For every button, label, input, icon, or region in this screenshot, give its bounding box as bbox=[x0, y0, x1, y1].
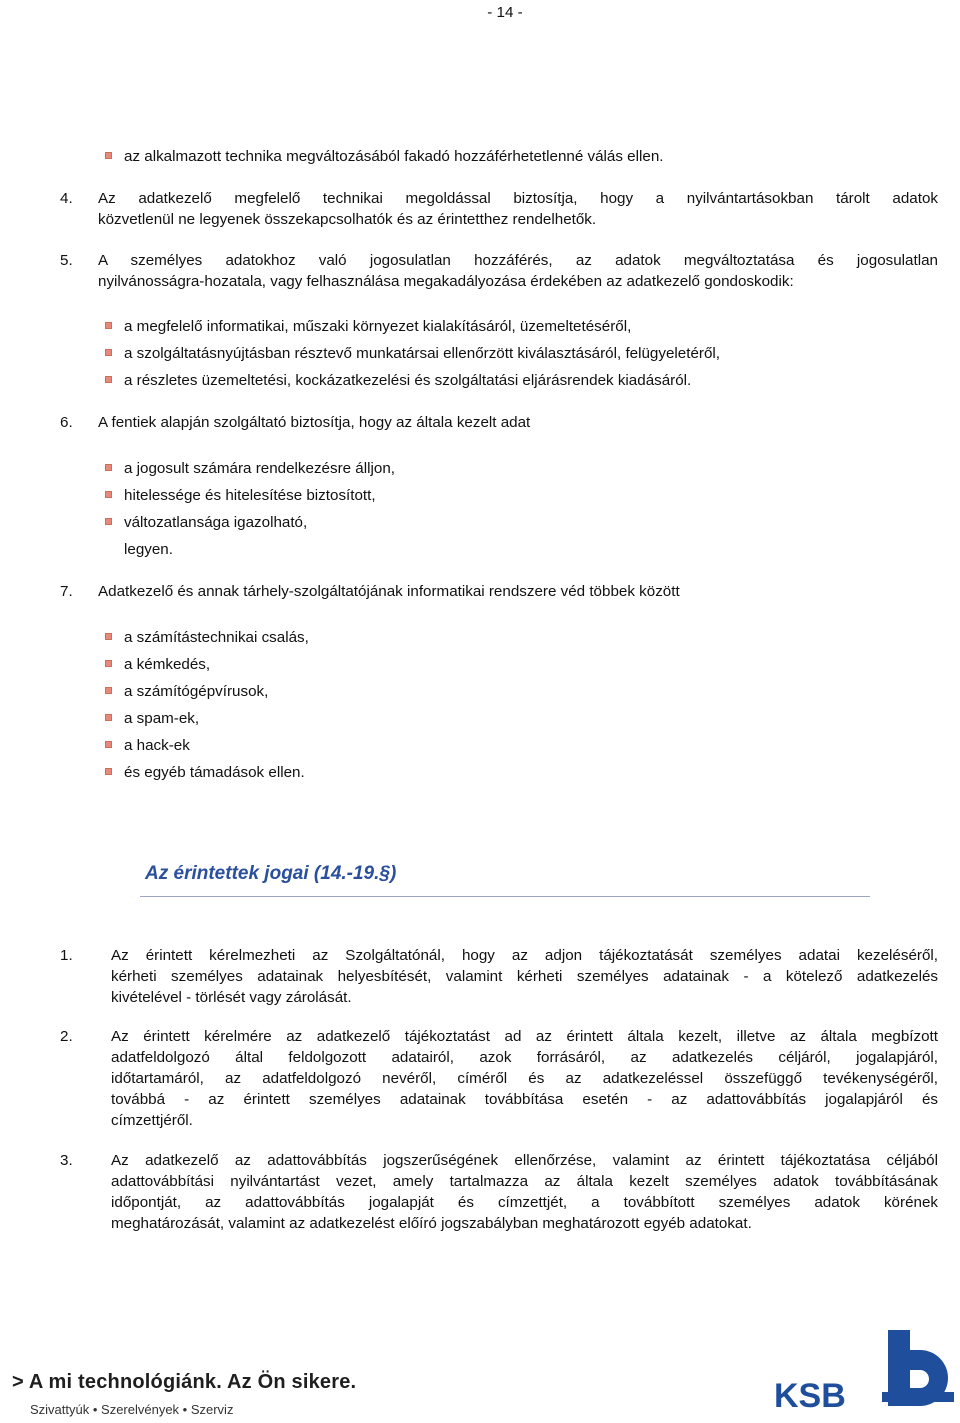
item-number-5: 5. bbox=[60, 252, 73, 269]
bullet-icon bbox=[105, 518, 112, 525]
paragraph-4 bbox=[98, 188, 938, 230]
page-number: - 14 - bbox=[487, 4, 523, 21]
paragraph-6: A fentiek alapján szolgáltató biztosítja, hogy az általa kezelt adat bbox=[98, 414, 531, 431]
section-heading: Az érintettek jogai (14.-19.§) bbox=[145, 863, 397, 884]
ksb-logo bbox=[770, 1330, 956, 1418]
list-item-text: a jogosult számára rendelkezésre álljon, bbox=[124, 460, 395, 477]
paragraph-line: Az adatkezelő megfelelő technikai megoldással biztosítja, hogy a nyilvántartásokban tárolt adatok bbox=[98, 190, 938, 207]
list-item-text: változatlansága igazolható, bbox=[124, 514, 308, 531]
list-item-text: hitelessége és hitelesítése biztosított, bbox=[124, 487, 376, 504]
logo-underline bbox=[882, 1392, 954, 1402]
paragraph-line: közvetlenül ne legyenek összekapcsolhatók és az érintetthez rendelhetők. bbox=[98, 211, 597, 228]
list-item-text: és egyéb támadások ellen. bbox=[124, 764, 305, 781]
bullet-icon bbox=[105, 660, 112, 667]
list-item-text: a számítógépvírusok, bbox=[124, 683, 269, 700]
item-number-7: 7. bbox=[60, 583, 73, 600]
list-item-text: a megfelelő informatikai, műszaki környezet kialakításáról, üzemeltetéséről, bbox=[124, 318, 632, 335]
paragraph-line: címzettjéről. bbox=[111, 1112, 193, 1129]
logo-text: KSB bbox=[774, 1377, 846, 1415]
rights-paragraph-2 bbox=[111, 1026, 938, 1131]
heading-divider bbox=[140, 896, 870, 897]
paragraph-line: időpontját, az adattovábbítás jogalapját és címzettjét, a továbbított személyes adatok körének bbox=[111, 1194, 938, 1211]
paragraph-line: Az adatkezelő az adattovábbítás jogszerűségének ellenőrzése, valamint az érintett tájékoztatása céljából bbox=[111, 1152, 938, 1169]
paragraph-line: A személyes adatokhoz való jogosulatlan hozzáférés, az adatok megváltoztatása és jogosulatlan bbox=[98, 252, 938, 269]
list-item-text: a spam-ek, bbox=[124, 710, 200, 727]
list-closing-text: legyen. bbox=[124, 541, 173, 558]
bullet-icon bbox=[105, 768, 112, 775]
paragraph-line: adattovábbítási nyilvántartást vezet, amely tartalmazza az általa kezelt személyes adatok továbbításának bbox=[111, 1173, 938, 1190]
list-item-text: a részletes üzemeltetési, kockázatkezelési és szolgáltatási eljárásrendek kiadásáról. bbox=[124, 372, 692, 389]
paragraph-line: kivételével - törlését vagy zárolását. bbox=[111, 989, 352, 1006]
paragraph-5 bbox=[98, 250, 938, 292]
list-item-text: a hack-ek bbox=[124, 737, 190, 754]
bullet-icon bbox=[105, 152, 112, 159]
paragraph-line: Az érintett kérelmezheti az Szolgáltatónál, hogy az adjon tájékoztatását személyes adatai kezeléséről, bbox=[111, 947, 938, 964]
item-number-4: 4. bbox=[60, 190, 73, 207]
bullet-icon bbox=[105, 491, 112, 498]
bullet-icon bbox=[105, 714, 112, 721]
paragraph-line: meghatározását, valamint az adatkezelést előíró jogszabályban meghatározott egyéb adatokat. bbox=[111, 1215, 752, 1232]
paragraph-line: Az érintett kérelmére az adatkezelő tájékoztatást ad az érintett általa kezelt, illetve az általa megbízott bbox=[111, 1028, 938, 1045]
rights-paragraph-1 bbox=[111, 945, 938, 1008]
bullet-icon bbox=[105, 464, 112, 471]
list-item-text: a számítástechnikai csalás, bbox=[124, 629, 309, 646]
paragraph-line: kérheti személyes adatainak helyesbítését, valamint kérheti személyes adatainak - a kötelező adatkezelés bbox=[111, 968, 938, 985]
bullet-icon bbox=[105, 633, 112, 640]
list-item-text: a kémkedés, bbox=[124, 656, 211, 673]
list-item-text: a szolgáltatásnyújtásban résztevő munkatársai ellenőrzött kiválasztásáról, felügyeletéről, bbox=[124, 345, 720, 362]
paragraph-line: adatfeldolgozó által feldolgozott adatairól, azok forrásáról, az adatkezelés céljáról, jogalapjáról, bbox=[111, 1049, 938, 1066]
paragraph-line: továbbá - az érintett személyes adatainak továbbítása esetén - az adattovábbítás jogalapjáról és bbox=[111, 1091, 938, 1108]
footer-slogan: > A mi technológiánk. Az Ön sikere. bbox=[12, 1371, 357, 1393]
paragraph-line: nyilvánosságra-hozatala, vagy felhasználása megakadályozása érdekében az adatkezelő gondoskodik: bbox=[98, 273, 794, 290]
rights-number-3: 3. bbox=[60, 1152, 73, 1169]
paragraph-7: Adatkezelő és annak tárhely-szolgáltatójának informatikai rendszere véd többek között bbox=[98, 583, 680, 600]
list-item-text: az alkalmazott technika megváltozásából fakadó hozzáférhetetlenné válás ellen. bbox=[124, 148, 664, 165]
footer-subline: Szivattyúk • Szerelvények • Szerviz bbox=[30, 1402, 234, 1417]
paragraph-line: időtartamáról, az adatfeldolgozó nevéről, címéről és az adatkezeléssel összefüggő tevékenységéről, bbox=[111, 1070, 938, 1087]
rights-number-2: 2. bbox=[60, 1028, 73, 1045]
item-number-6: 6. bbox=[60, 414, 73, 431]
bullet-icon bbox=[105, 741, 112, 748]
bullet-icon bbox=[105, 322, 112, 329]
rights-paragraph-3 bbox=[111, 1150, 938, 1234]
bullet-icon bbox=[105, 376, 112, 383]
bullet-icon bbox=[105, 687, 112, 694]
bullet-icon bbox=[105, 349, 112, 356]
rights-number-1: 1. bbox=[60, 947, 73, 964]
